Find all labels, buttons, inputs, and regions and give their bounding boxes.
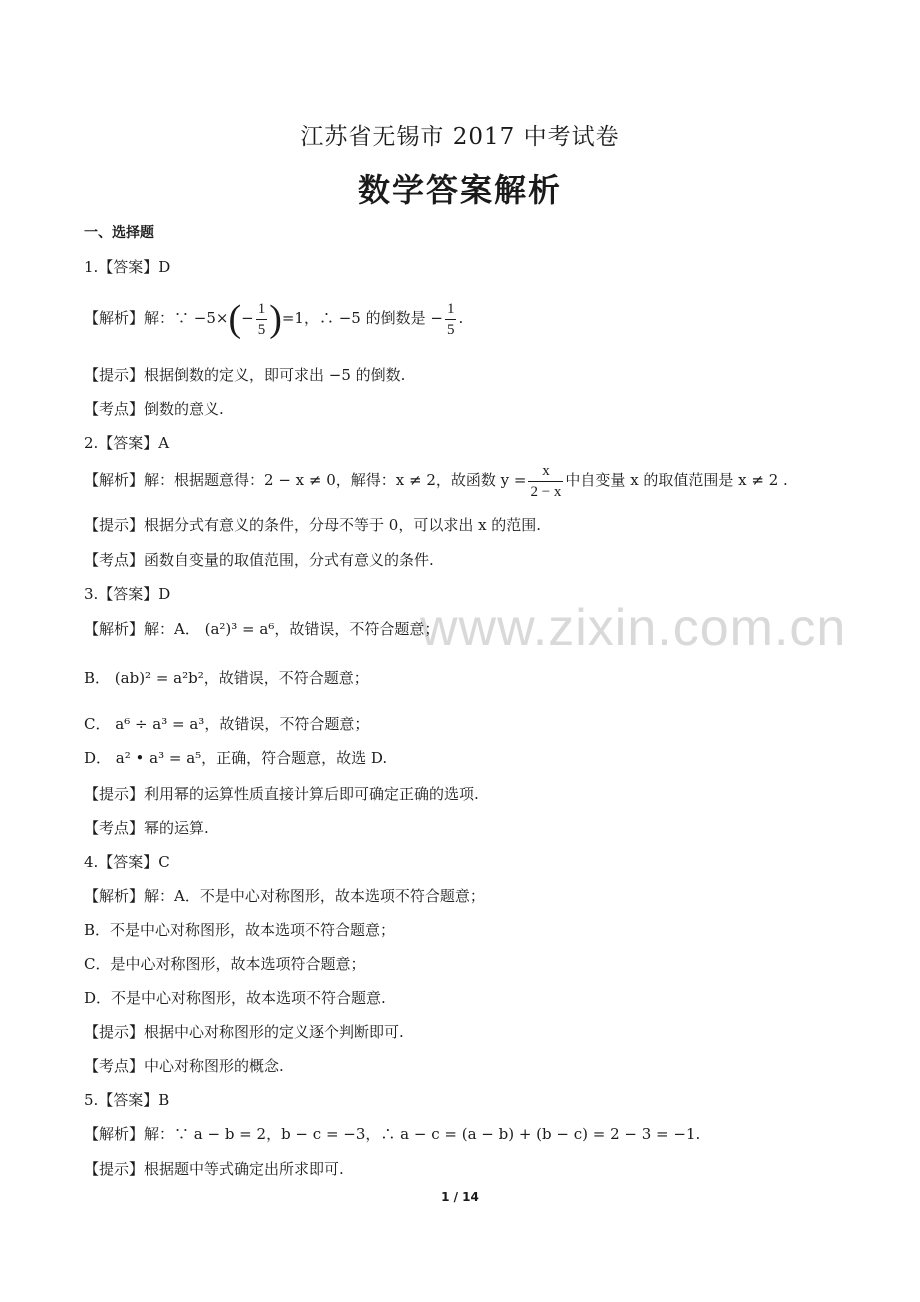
fraction-numerator: x xyxy=(528,461,563,482)
q2-analysis-text-a: 【解析】解：根据题意得：2 − x ≠ 0，解得：x ≠ 2，故函数 y = xyxy=(84,471,527,489)
watermark: www.zixin.com.cn xyxy=(420,599,847,657)
q2-analysis xyxy=(84,458,844,502)
q3-analysis-a: 【解析】解：A． (a²)³ = a⁶，故错误，不符合题意； xyxy=(84,620,440,638)
q5-hint: 【提示】根据题中等式确定出所求即可. xyxy=(84,1160,344,1178)
page-number: 1 / 14 xyxy=(441,1190,479,1204)
fraction-denominator: 5 xyxy=(446,321,455,338)
q4-analysis-b: B．不是中心对称图形，故本选项不符合题意； xyxy=(84,921,396,939)
fraction-denominator: 2 − x xyxy=(530,483,562,500)
q3-topic: 【考点】幂的运算. xyxy=(84,819,209,837)
section-heading: 一、选择题 xyxy=(84,225,154,241)
fraction-numerator: 1 xyxy=(445,299,457,320)
q1-analysis-text-b: =1，∴ −5 的倒数是 − xyxy=(281,309,443,327)
q4-topic: 【考点】中心对称图形的概念. xyxy=(84,1057,284,1075)
q5-analysis: 【解析】解：∵ a − b = 2，b − c = −3，∴ a − c = (a − b) + (b − c) = 2 − 3 = −1. xyxy=(84,1125,701,1143)
q4-analysis-a: 【解析】解：A．不是中心对称图形，故本选项不符合题意； xyxy=(84,887,485,905)
fraction-numerator: 1 xyxy=(256,299,268,320)
left-paren: ( xyxy=(228,298,242,340)
q1-analysis: 【解析】解：∵ −5×(− $\frac{1}{5}$ )=1，∴ −5 的倒数是 − $\frac{1}{5}$ . xyxy=(84,298,464,340)
q3-answer: 3.【答案】D xyxy=(84,585,171,603)
q1-analysis-text-a: 【解析】解：∵ −5× xyxy=(84,309,229,327)
fraction-one-fifth xyxy=(256,299,268,340)
q5-answer: 5.【答案】B xyxy=(84,1091,170,1109)
q2-answer: 2.【答案】A xyxy=(84,434,170,452)
q3-analysis-c: C． a⁶ ÷ a³ = a³，故错误，不符合题意； xyxy=(84,715,370,733)
q4-analysis-d: D．不是中心对称图形，故本选项不符合题意. xyxy=(84,989,386,1007)
page-subtitle: 数学答案解析 xyxy=(357,171,562,209)
q2-topic: 【考点】函数自变量的取值范围，分式有意义的条件. xyxy=(84,551,434,569)
fraction-denominator: 5 xyxy=(257,321,266,338)
page-title: 江苏省无锡市 2017 中考试卷 xyxy=(300,124,620,150)
fraction-x-over-2-minus-x xyxy=(528,461,563,502)
q3-analysis-b: B． (ab)² = a²b²，故错误，不符合题意； xyxy=(84,669,369,687)
q2-analysis-text-b: 中自变量 x 的取值范围是 x ≠ 2 . xyxy=(565,471,788,489)
right-paren: ) xyxy=(269,298,282,340)
fraction-one-fifth-2 xyxy=(445,299,457,340)
q1-answer: 1.【答案】D xyxy=(84,258,171,276)
q1-topic: 【考点】倒数的意义. xyxy=(84,400,224,418)
q2-hint: 【提示】根据分式有意义的条件，分母不等于 0，可以求出 x 的范围. xyxy=(84,516,542,534)
q1-hint: 【提示】根据倒数的定义，即可求出 −5 的倒数. xyxy=(84,366,406,384)
q3-hint: 【提示】利用幂的运算性质直接计算后即可确定正确的选项. xyxy=(84,785,479,803)
q4-hint: 【提示】根据中心对称图形的定义逐个判断即可. xyxy=(84,1023,404,1041)
q3-analysis-d: D． a² • a³ = a⁵，正确，符合题意，故选 D. xyxy=(84,749,388,767)
q1-analysis-text-c: . xyxy=(458,309,464,327)
q4-analysis-c: C．是中心对称图形，故本选项符合题意； xyxy=(84,955,366,973)
q4-answer: 4.【答案】C xyxy=(84,853,170,871)
